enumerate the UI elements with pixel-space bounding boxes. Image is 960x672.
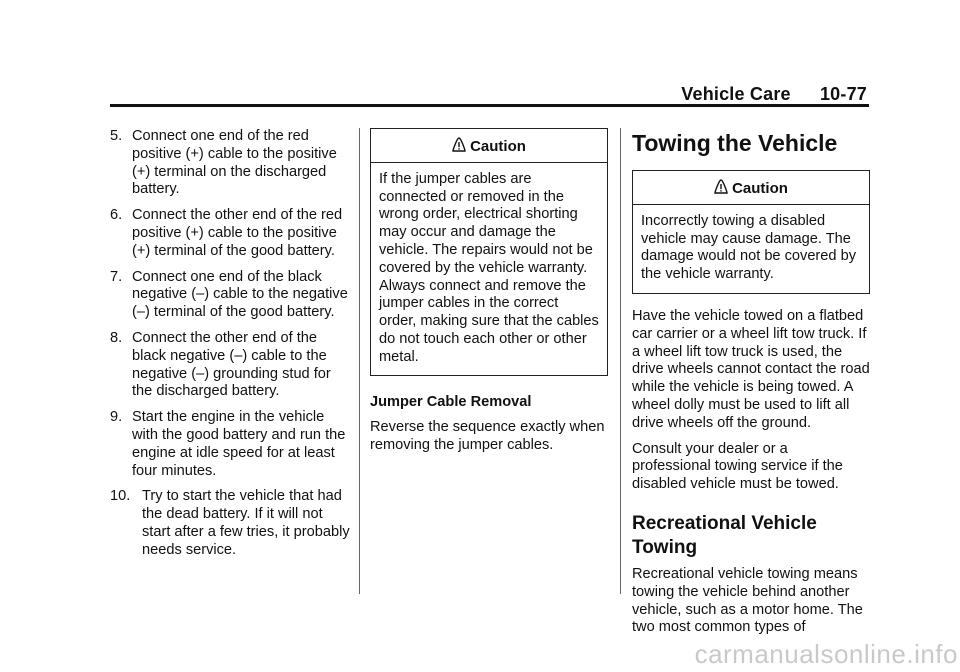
column-3 — [632, 128, 870, 645]
caution-text: If the jumper cables are connected or removed in the wrong order, electrical shorting may occur and damage the vehicle. The repairs would not be covered by the vehicle warranty. Always connect and remove the jumper cables in the correct order, making sure that the cables do not touch each other or other metal. — [379, 170, 599, 365]
step-number: 9. — [110, 409, 123, 426]
step-5 — [110, 128, 350, 199]
caution-header — [371, 129, 607, 163]
jumper-cable-removal-text: Reverse the sequence exactly when removing the jumper cables. — [370, 419, 605, 454]
step-8 — [110, 330, 350, 401]
caution-title: Caution — [732, 180, 788, 197]
step-text: Connect the other end of the black negative (–) cable to the negative (–) grounding stud for the discharged battery. — [132, 329, 331, 400]
step-number: 7. — [110, 268, 123, 285]
towing-heading: Towing the Vehicle — [632, 130, 838, 156]
step-text: Connect the other end of the red positive (+) cable to the positive (+) terminal of the good battery. — [132, 207, 343, 259]
step-number: 5. — [110, 128, 123, 144]
header-rule — [110, 104, 869, 107]
column-2 — [370, 128, 608, 463]
recreational-towing-paragraph: Recreational vehicle towing means towing the vehicle behind another vehicle, such as a motor home. The two most common types of — [632, 565, 863, 636]
caution-triangle-icon — [714, 179, 728, 195]
watermark-text: carmanualsonline.info — [694, 639, 958, 669]
caution-triangle-icon — [452, 137, 466, 153]
step-7 — [110, 269, 350, 322]
step-6 — [110, 207, 350, 260]
step-9 — [110, 409, 350, 480]
column-divider-2 — [620, 128, 621, 594]
step-text: Connect one end of the black negative (–) cable to the negative (–) terminal of the good battery. — [132, 268, 348, 321]
caution-box-jumper — [370, 128, 608, 376]
step-number: 6. — [110, 207, 123, 224]
jumper-cable-removal-heading: Jumper Cable Removal — [370, 393, 532, 410]
step-number: 8. — [110, 329, 123, 346]
page-number: 10-77 — [819, 84, 867, 104]
caution-title: Caution — [470, 138, 526, 155]
towing-paragraph-2: Consult your dealer or a professional towing service if the disabled vehicle must be towed. — [632, 440, 843, 493]
step-text: Try to start the vehicle that had the dead battery. If it will not start after a few tries, it probably needs service. — [142, 488, 350, 558]
step-text: Connect one end of the red positive (+) cable to the positive (+) terminal on the discharged battery. — [132, 128, 337, 198]
caution-text: Incorrectly towing a disabled vehicle may cause damage. The damage would not be covered by the vehicle warranty. — [641, 212, 856, 283]
recreational-towing-heading: Recreational Vehicle Towing — [632, 512, 817, 558]
section-title: Vehicle Care — [681, 84, 791, 104]
step-10 — [110, 488, 350, 559]
towing-paragraph-1: Have the vehicle towed on a flatbed car carrier or a wheel lift tow truck. If a wheel lift tow truck is used, the drive wheels cannot contact the road while the vehicle is being towed. A wheel dolly must be used to lift all drive wheels off the ground. — [632, 307, 870, 431]
caution-box-towing — [632, 170, 870, 294]
step-number: 10. — [110, 488, 131, 505]
caution-header — [633, 171, 869, 205]
step-text: Start the engine in the vehicle with the good battery and run the engine at idle speed for at least four minutes. — [132, 409, 346, 479]
page-header — [681, 84, 867, 105]
column-1 — [110, 128, 350, 568]
column-divider-1 — [359, 128, 360, 594]
